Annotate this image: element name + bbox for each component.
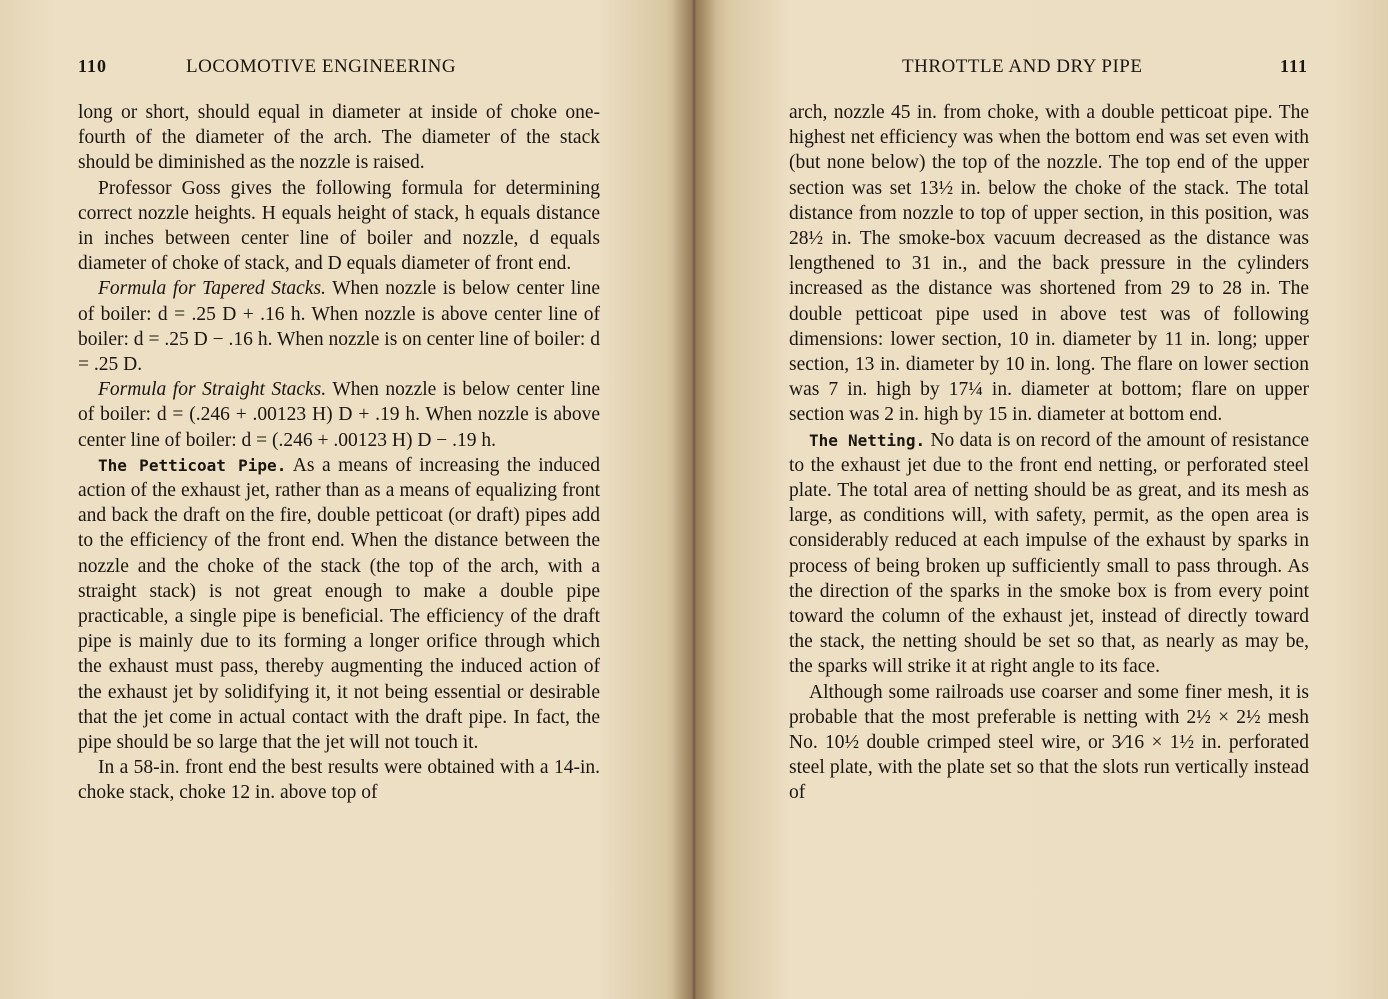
right-body-text: [789, 100, 1309, 806]
left-paragraph-3: [78, 276, 600, 377]
left-page-number: 110: [78, 56, 108, 76]
petticoat-pipe-text: As a means of increasing the induced action of the exhaust jet, rather than as a means of equalizing front and back the draft on the fire, double petticoat (or draft) pipes add to the efficiency of the front end. When the distance between the nozzle and the choke of the stack (the top of the arch, with a straight stack) is not great enough to make a double pipe practicable, a single pipe is beneficial. The efficiency of the draft pipe is mainly due to its forming a longer orifice through which the exhaust must pass, thereby augmenting the induced action of the exhaust jet by solidifying it, it not being essential or desirable that the jet come in actual contact with the draft pipe. In fact, the pipe should be so large that the jet will not touch it.: [78, 454, 600, 754]
right-page: [694, 0, 1388, 999]
netting-text: No data is on record of the amount of resistance to the exhaust jet due to the front end netting, or perforated steel plate. The total area of netting should be as great, and its mesh as large, as conditions will, with safety, permit, as the open area is considerably reduced at each impulse of the exhaust by sparks in process of being broken up sufficiently small to pass through. As the direction of the sparks in the smoke box is from every point toward the column of the exhaust jet, instead of directly toward the stack, the netting should be set so that, as nearly as may be, the sparks will strike it at right angle to its face.: [789, 429, 1310, 678]
left-paragraph-4: [78, 377, 600, 453]
straight-stacks-heading: Formula for Straight Stacks.: [98, 379, 327, 401]
right-paragraph-1: arch, nozzle 45 in. from choke, with a double petticoat pipe. The highest net efficiency was when the bottom end was set even with (but none below) the top of the nozzle. The top end of the upper section was set 13½ in. below the choke of the stack. The total distance from nozzle to top of upper section, in this position, was 28½ in. The smoke-box vacuum decreased as the distance was lengthened to 31 in., and the back pressure in the cylinders increased as the distance was shortened from 29 to 28 in. The double petticoat pipe used in above test was of following dimensions: lower section, 10 in. diameter by 11 in. long; upper section, 13 in. diameter by 10 in. long. The flare on lower section was 7 in. high by 17¼ in. diameter at bottom; flare on upper section was 2 in. high by 15 in. diameter at bottom end.: [789, 102, 1309, 426]
left-running-title: LOCOMOTIVE ENGINEERING: [186, 56, 457, 77]
left-paragraph-5: [78, 453, 600, 755]
left-body-text: [78, 100, 600, 806]
petticoat-pipe-heading: The Petticoat Pipe.: [98, 455, 287, 475]
netting-heading: The Netting.: [809, 430, 926, 450]
straight-stacks-text: When nozzle is below center line of boiler: d = (.246 + .00123 H) D + .19 h. When nozzle is above center line of boiler: d = (.246 + .00123 H) D − .19 h.: [78, 379, 600, 451]
tapered-stacks-text: When nozzle is below center line of boiler: d = .25 D + .16 h. When nozzle is above center line of boiler: d = .25 D − .16 h. When nozzle is on center line of boiler: d = .25 D.: [78, 278, 600, 376]
left-paragraph-2: Professor Goss gives the following formula for determining correct nozzle heights. H equals height of stack, h equals distance in inches between center line of boiler and nozzle, d equals diameter of choke of stack, and D equals diameter of front end.: [78, 177, 600, 275]
left-paragraph-1: long or short, should equal in diameter at inside of choke one-fourth of the diameter of the arch. The diameter of the stack should be diminished as the nozzle is raised.: [78, 102, 600, 174]
right-page-number: 111: [1279, 56, 1308, 76]
right-paragraph-2: [789, 428, 1309, 680]
left-paragraph-6: In a 58-in. front end the best results were obtained with a 14-in. choke stack, choke 12 in. above top of: [78, 757, 600, 804]
tapered-stacks-heading: Formula for Tapered Stacks.: [98, 278, 326, 300]
right-paragraph-3: Although some railroads use coarser and some finer mesh, it is probable that the most preferable is netting with 2½ × 2½ mesh No. 10½ double crimped steel wire, or 3⁄16 × 1½ in. perforated steel plate, with the plate set so that the slots run vertically instead of: [789, 681, 1309, 804]
right-running-title: THROTTLE AND DRY PIPE: [902, 56, 1143, 77]
